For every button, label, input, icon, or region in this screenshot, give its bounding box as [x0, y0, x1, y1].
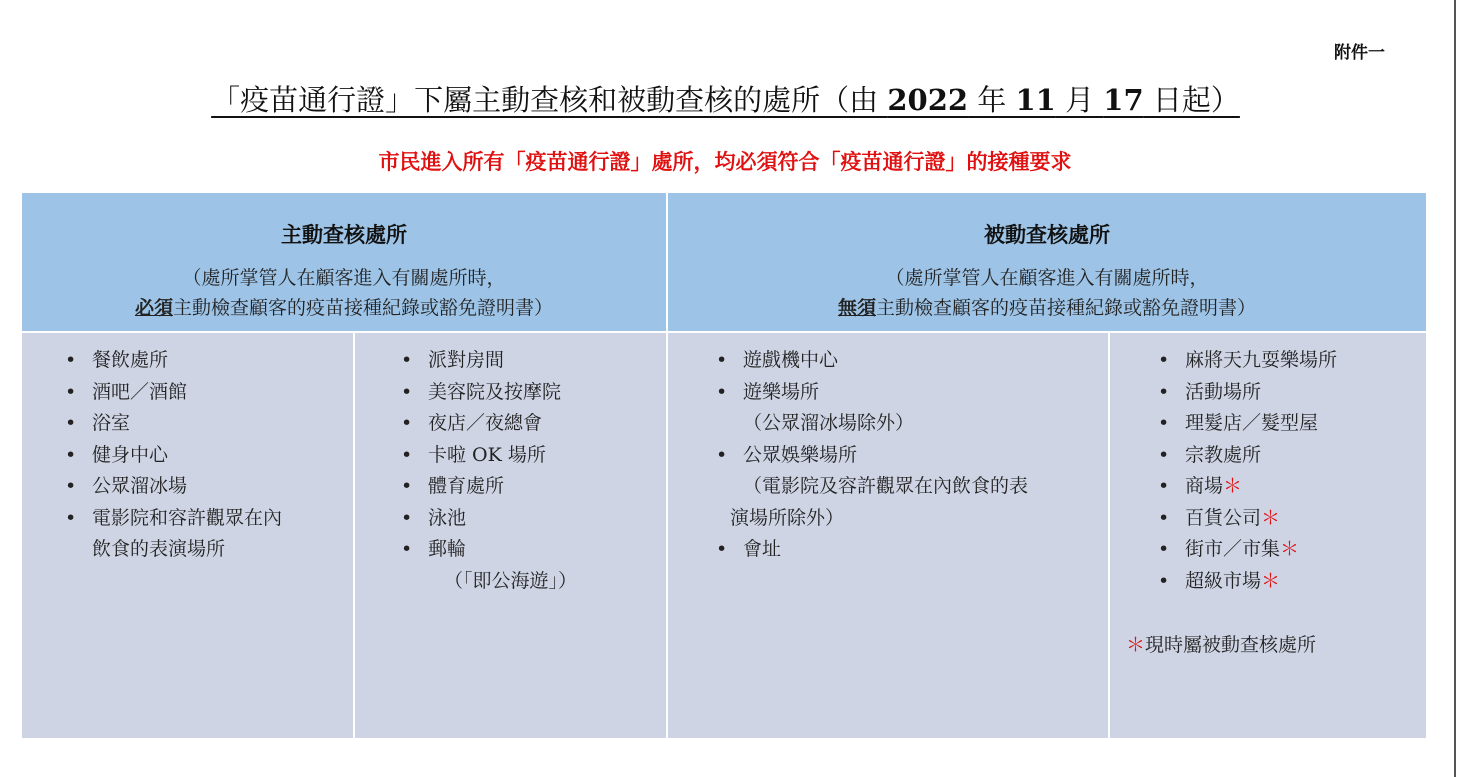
list-item: • 浴室	[92, 408, 282, 440]
list-item: • 遊戲機中心	[743, 345, 1028, 377]
active-column-2	[355, 333, 666, 738]
list-item: • 派對房間	[428, 345, 577, 377]
list-item: • 遊樂場所	[743, 377, 1028, 409]
requirement-subtitle: 市民進入所有「疫苗通行證」處所，均必須符合「疫苗通行證」的接種要求	[378, 149, 1072, 174]
list-item: • 公眾溜冰場	[92, 471, 282, 503]
must-emphasis: 必須	[134, 297, 173, 319]
asterisk-icon: ＊	[1261, 506, 1281, 529]
passive-column-2	[1110, 333, 1426, 738]
list-item: • 美容院及按摩院	[428, 377, 577, 409]
active-column-1	[22, 333, 353, 738]
list-item-continuation: （電影院及容許觀眾在內飲食的表	[743, 475, 1029, 497]
list-item-continuation: （公眾溜冰場除外）	[743, 412, 915, 434]
list-item: • 酒吧／酒館	[92, 377, 282, 409]
page-right-border	[1454, 0, 1456, 777]
list-item: • 理髮店／髮型屋	[1185, 408, 1337, 440]
asterisk-icon: ＊	[1280, 538, 1300, 560]
list-item: • 超級市場＊	[1185, 566, 1337, 598]
list-item: • 會址	[743, 534, 1028, 566]
annex-label: 附件一	[1334, 43, 1385, 63]
list-item-continuation: 演場所除外）	[730, 506, 845, 529]
list-item: • 百貨公司＊	[1185, 503, 1337, 535]
active-description: （處所掌管人在顧客進入有關處所時， 必須主動檢查顧客的疫苗接種紀錄或豁免證明書）	[134, 267, 554, 319]
list-item: • 活動場所	[1185, 377, 1337, 409]
active-heading: 主動查核處所	[281, 222, 407, 247]
list-item: • 卡啦 OK 場所	[428, 440, 577, 472]
list-item: • 泳池	[428, 503, 577, 535]
passive-header	[668, 193, 1426, 331]
asterisk-icon: ＊	[1126, 634, 1146, 656]
asterisk-icon: ＊	[1261, 569, 1281, 592]
list-item: • 健身中心	[92, 440, 282, 472]
passive-column-1	[668, 333, 1108, 738]
page-title: 「疫苗通行證」下屬主動查核和被動查核的處所（由 2022 年 11 月 17 日起）	[211, 83, 1240, 117]
list-item: • 電影院和容許觀眾在內	[92, 503, 282, 535]
list-item: • 公眾娛樂場所	[743, 440, 1028, 472]
list-item: • 街市／市集＊	[1185, 534, 1337, 566]
active-header	[22, 193, 666, 331]
list-item: • 夜店／夜總會	[428, 408, 577, 440]
list-item: • 體育處所	[428, 471, 577, 503]
venue-table	[22, 193, 1426, 738]
list-item-continuation: （「即公海遊」）	[444, 569, 578, 592]
footnote: ＊現時屬被動查核處所	[1126, 634, 1317, 656]
passive-description: （處所掌管人在顧客進入有關處所時， 無須主動檢查顧客的疫苗接種紀錄或豁免證明書）	[837, 267, 1257, 319]
asterisk-icon: ＊	[1223, 475, 1243, 497]
list-item: • 麻將天九耍樂場所	[1185, 345, 1337, 377]
list-item: • 郵輪	[428, 534, 577, 566]
list-item: • 商場＊	[1185, 471, 1337, 503]
no-need-emphasis: 無須	[837, 297, 876, 319]
list-item: • 宗教處所	[1185, 440, 1337, 472]
list-item-continuation: 飲食的表演場所	[92, 538, 226, 560]
list-item: • 餐飲處所	[92, 345, 282, 377]
passive-heading: 被動查核處所	[984, 222, 1110, 247]
